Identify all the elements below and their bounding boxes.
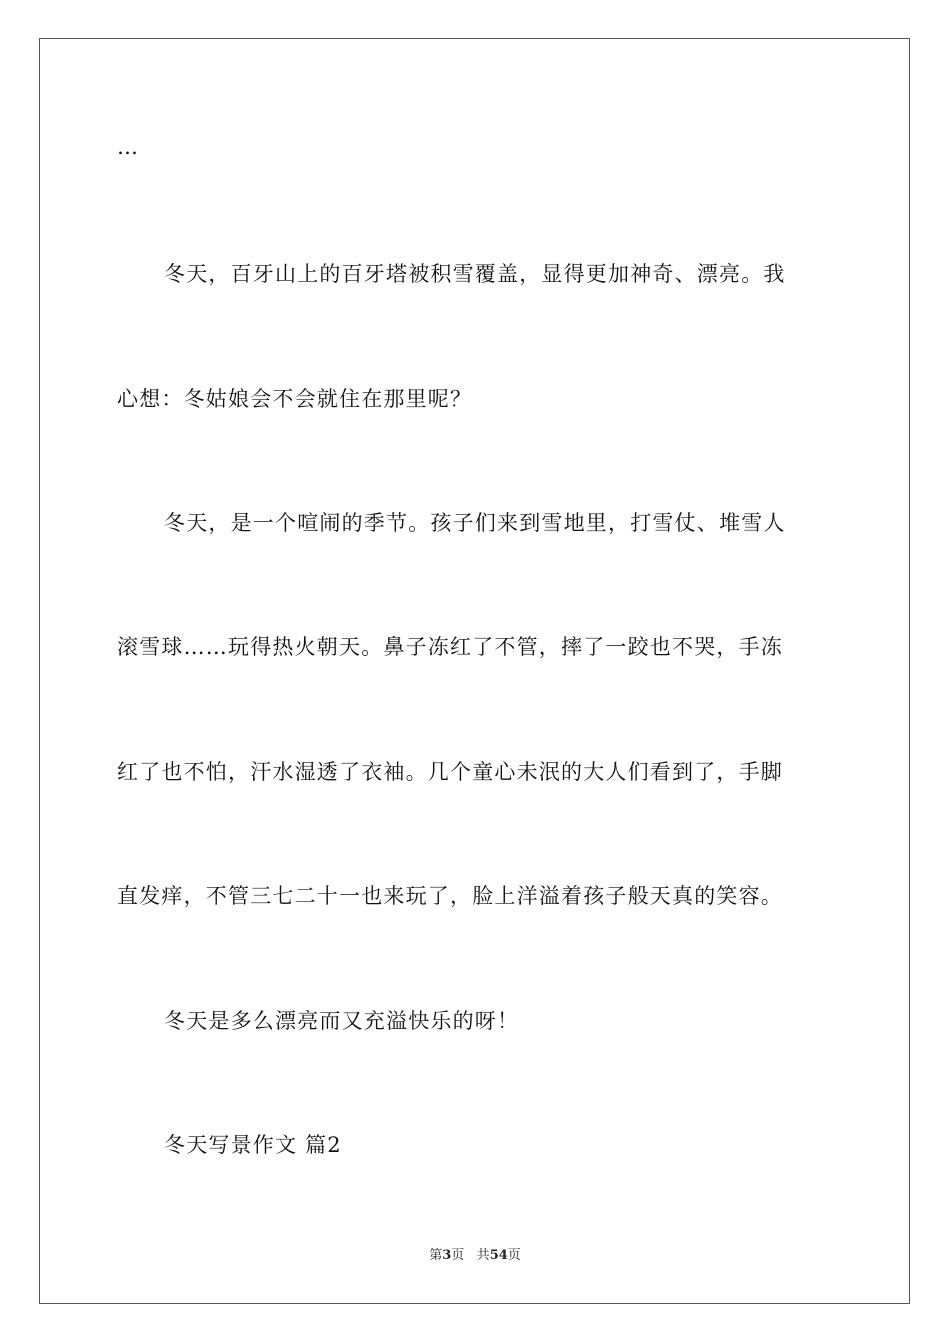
footer-total-pages: 54 bbox=[489, 1248, 508, 1263]
footer-page-suffix: 页 bbox=[451, 1248, 465, 1263]
paragraph-2-line-1: 冬天，是一个喧闹的季节。孩子们来到雪地里，打雪仗、堆雪人 bbox=[164, 511, 786, 535]
paragraph-2-line-4: 直发痒，不管三七二十一也来玩了，脸上洋溢着孩子般天真的笑容。 bbox=[117, 884, 783, 908]
paragraph-3-line-1: 冬天是多么漂亮而又充溢快乐的呀！ bbox=[164, 1009, 520, 1033]
paragraph-1-line-1: 冬天，百牙山上的百牙塔被积雪覆盖，显得更加神奇、漂亮。我 bbox=[164, 262, 786, 286]
footer-total-prefix: 共 bbox=[476, 1248, 490, 1263]
footer-page-number: 3 bbox=[442, 1248, 452, 1263]
paragraph-2-line-3: 红了也不怕，汗水湿透了衣袖。几个童心未泯的大人们看到了，手脚 bbox=[117, 760, 783, 784]
page-footer bbox=[0, 1247, 950, 1265]
page-border bbox=[39, 38, 910, 1304]
footer-total-suffix: 页 bbox=[507, 1248, 521, 1263]
paragraph-2-line-2: 滚雪球……玩得热火朝天。鼻子冻红了不管，摔了一跤也不哭，手冻 bbox=[117, 635, 783, 659]
paragraph-1-line-2: 心想：冬姑娘会不会就住在那里呢？ bbox=[117, 387, 473, 411]
ellipsis-line: … bbox=[117, 135, 140, 159]
section-heading: 冬天写景作文 篇2 bbox=[164, 1133, 342, 1157]
footer-page-prefix: 第 bbox=[429, 1248, 443, 1263]
